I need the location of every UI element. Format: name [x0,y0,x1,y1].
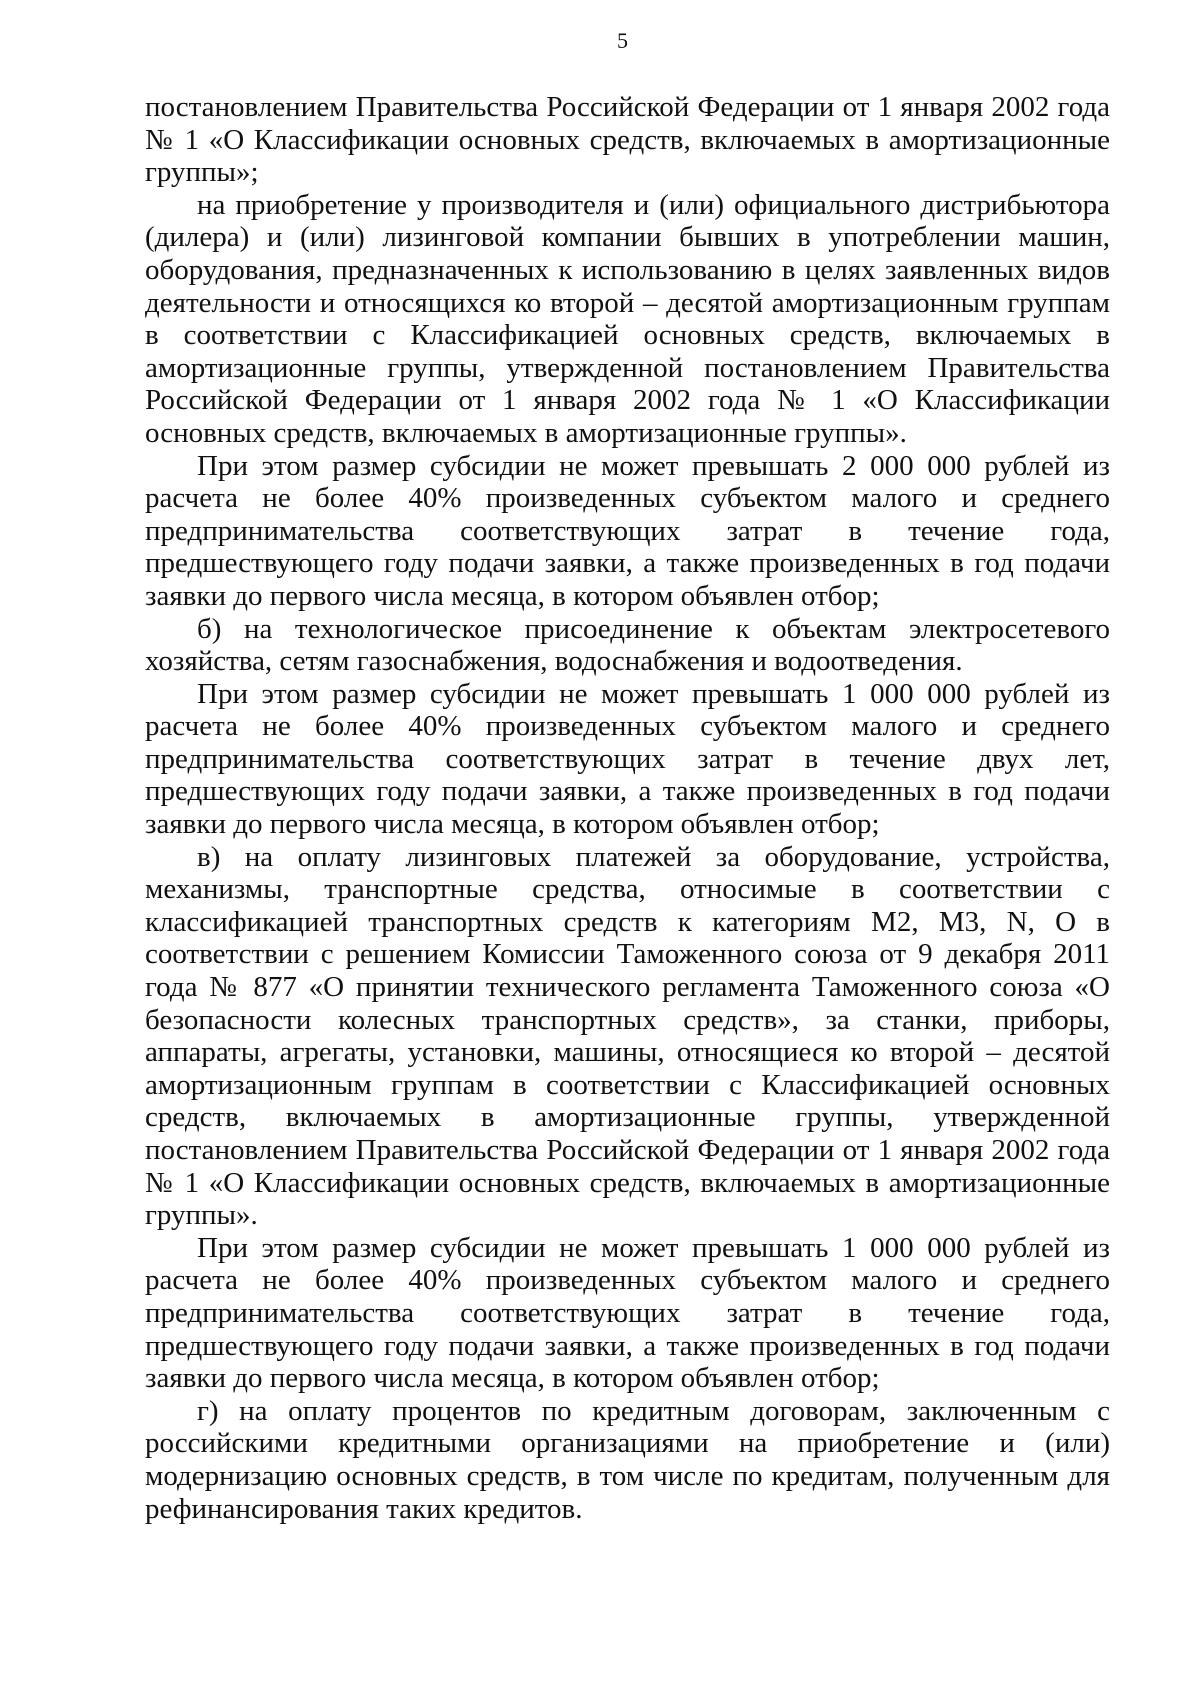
paragraph-subsidy-limit-a: При этом размер субсидии не может превышать 2 000 000 рублей из расчета не более 40% произведенных субъектом малого и среднего предпринимательства соответствующих затрат в течение года, предшествующего году подачи заявки, а также произведенных в год подачи заявки до первого числа месяца, в котором объявлен отбор; [145,449,1110,612]
paragraph-item-b: б) на технологическое присоединение к объектам электросетевого хозяйства, сетям газоснабжения, водоснабжения и водоотведения. [145,612,1110,678]
page-number: 5 [617,28,628,53]
paragraph-continuation: постановлением Правительства Российской Федерации от 1 января 2002 года № 1 «О Классификации основных средств, включаемых в амортизационные группы»; [145,91,1110,189]
paragraph-subsidy-limit-v: При этом размер субсидии не может превышать 1 000 000 рублей из расчета не более 40% произведенных субъектом малого и среднего предпринимательства соответствующих затрат в течение года, предшествующего году подачи заявки, а также произведенных в год подачи заявки до первого числа месяца, в котором объявлен отбор; [145,1231,1110,1395]
paragraph-used-equipment: на приобретение у производителя и (или) официального дистрибьютора (дилера) и (или) лизинговой компании бывших в употреблении машин, оборудования, предназначенных к использованию в целях заявленных видов деятельности и относящихся ко второй – десятой амортизационным группам в соответствии с Классификацией основных средств, включаемых в амортизационные группы, утвержденной постановлением Правительства Российской Федерации от 1 января 2002 года № 1 «О Классификации основных средств, включаемых в амортизационные группы». [145,188,1110,449]
paragraph-item-v: в) на оплату лизинговых платежей за оборудование, устройства, механизмы, транспортные средства, относимые в соответствии с классификацией транспортных средств к категориям M2, M3, N, O в соответствии с решением Комиссии Таможенного союза от 9 декабря 2011 года № 877 «О принятии технического регламента Таможенного союза «О безопасности колесных транспортных средств», за станки, приборы, аппараты, агрегаты, установки, машины, относящиеся ко второй – десятой амортизационным группам в соответствии с Классификацией основных средств, включаемых в амортизационные группы, утвержденной постановлением Правительства Российской Федерации от 1 января 2002 года № 1 «О Классификации основных средств, включаемых в амортизационные группы». [145,840,1110,1232]
document-body [145,91,1110,1525]
paragraph-item-g: г) на оплату процентов по кредитным договорам, заключенным с российскими кредитными организациями на приобретение и (или) модернизацию основных средств, в том числе по кредитам, полученным для рефинансирования таких кредитов. [145,1394,1110,1525]
paragraph-subsidy-limit-b: При этом размер субсидии не может превышать 1 000 000 рублей из расчета не более 40% произведенных субъектом малого и среднего предпринимательства соответствующих затрат в течение двух лет, предшествующих году подачи заявки, а также произведенных в год подачи заявки до первого числа месяца, в котором объявлен отбор; [145,677,1110,841]
